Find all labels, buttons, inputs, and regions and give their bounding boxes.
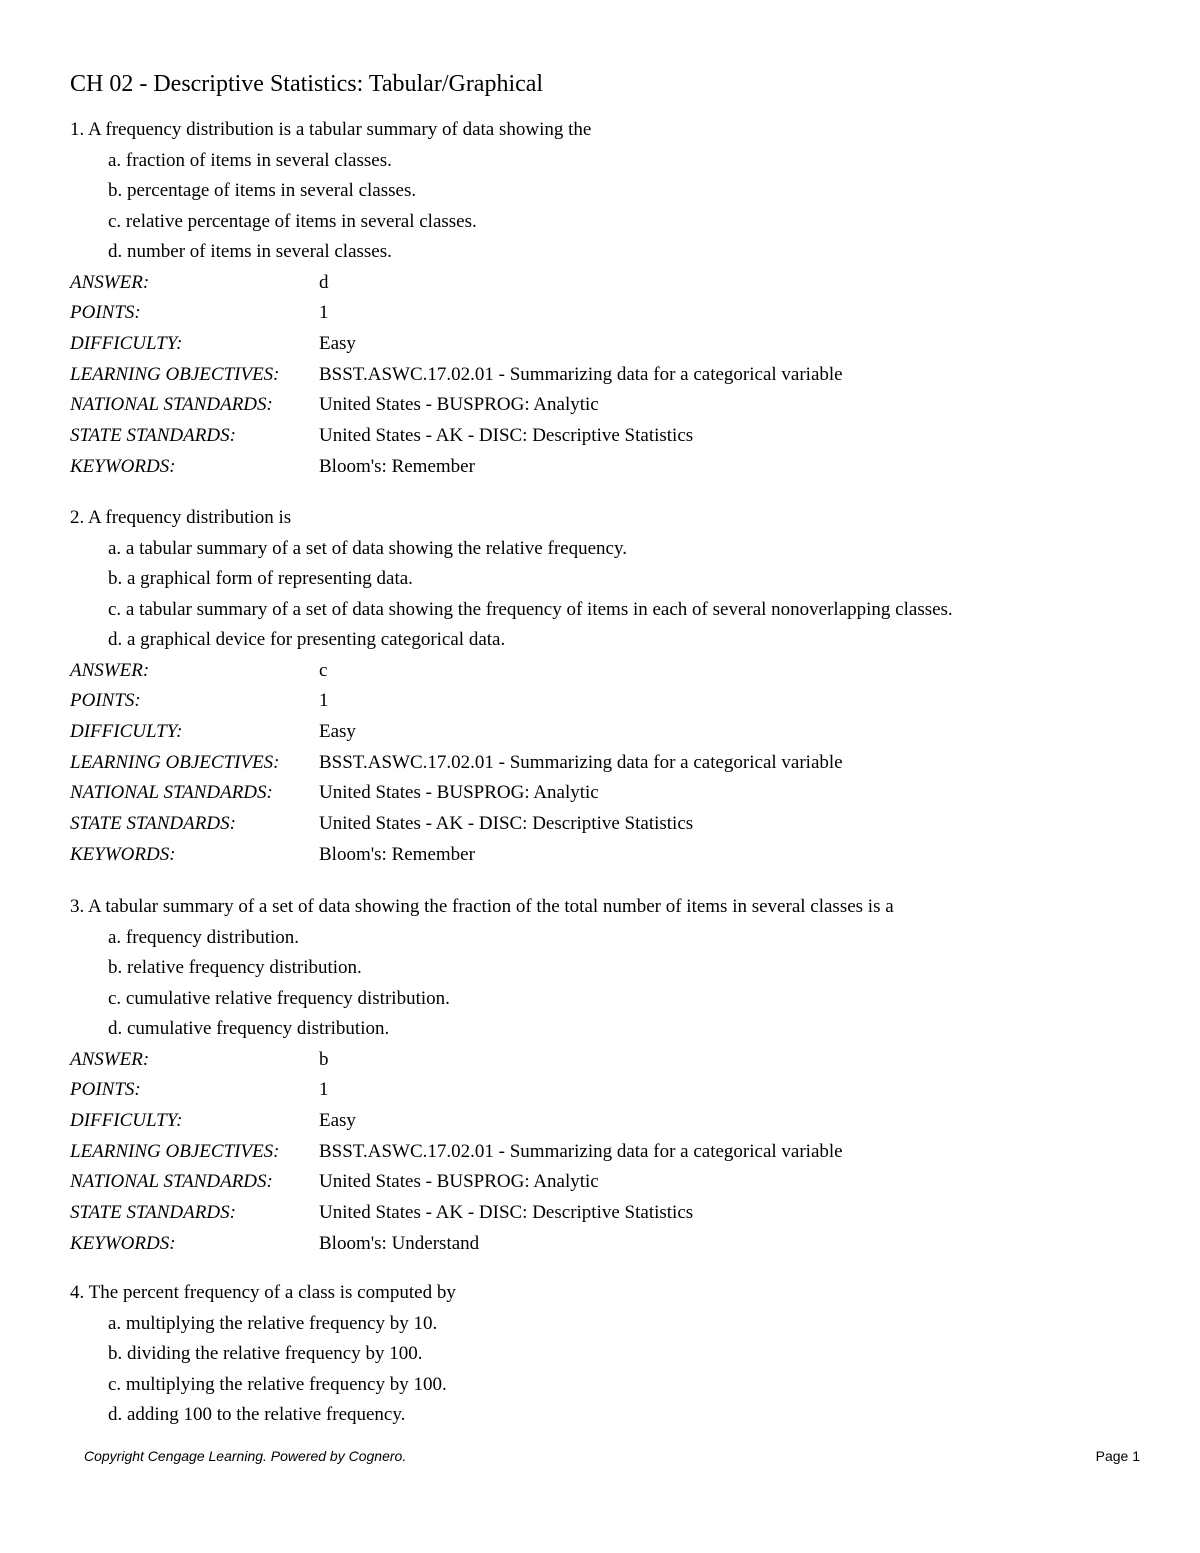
choice-d: d. adding 100 to the relative frequency. [108, 1404, 406, 1425]
page-number: Page 1 [1095, 1448, 1140, 1464]
choice-c: c. multiplying the relative frequency by 100. [108, 1373, 447, 1395]
answer-value: c [319, 659, 328, 681]
learning-objectives-label: LEARNING OBJECTIVES: [70, 1140, 280, 1162]
points-label: POINTS: [70, 1079, 141, 1101]
state-standards-value: United States - AK - DISC: Descriptive Statistics [319, 1201, 694, 1223]
difficulty-row [70, 329, 1160, 360]
points-row [70, 1075, 1160, 1106]
footer-copyright: Copyright Cengage Learning. Powered by Cognero. [84, 1448, 407, 1464]
state-standards-label: STATE STANDARDS: [70, 424, 236, 446]
national-standards-label: NATIONAL STANDARDS: [70, 394, 273, 416]
state-standards-row [70, 421, 1160, 452]
state-standards-label: STATE STANDARDS: [70, 812, 236, 834]
question-stem: 4. The percent frequency of a class is computed by [70, 1282, 456, 1303]
difficulty-label: DIFFICULTY: [70, 1109, 183, 1131]
state-standards-value: United States - AK - DISC: Descriptive Statistics [319, 424, 694, 446]
question-3 [70, 892, 1160, 1259]
question-1 [70, 115, 1160, 482]
national-standards-row [70, 390, 1160, 421]
question-4 [70, 1278, 1160, 1431]
learning-objectives-value: BSST.ASWC.17.02.01 - Summarizing data for a categorical variable [319, 751, 843, 773]
answer-label: ANSWER: [70, 1048, 150, 1070]
choice-b: b. percentage of items in several classes. [108, 180, 417, 201]
keywords-value: Bloom's: Remember [319, 455, 475, 477]
keywords-row [70, 840, 1160, 871]
choice-b: b. relative frequency distribution. [108, 957, 362, 978]
difficulty-value: Easy [319, 720, 356, 742]
national-standards-value: United States - BUSPROG: Analytic [319, 782, 599, 804]
choice-c: c. cumulative relative frequency distribution. [108, 987, 450, 1009]
learning-objectives-value: BSST.ASWC.17.02.01 - Summarizing data for a categorical variable [319, 363, 843, 385]
answer-row [70, 656, 1160, 687]
choice-d: d. cumulative frequency distribution. [108, 1018, 390, 1039]
difficulty-row [70, 1106, 1160, 1137]
choice-a: a. a tabular summary of a set of data showing the relative frequency. [108, 537, 627, 559]
learning-objectives-label: LEARNING OBJECTIVES: [70, 751, 280, 773]
choice-d: d. number of items in several classes. [108, 241, 392, 262]
choice-c: c. a tabular summary of a set of data showing the frequency of items in each of several nonoverlapping classes. [108, 598, 953, 620]
answer-row [70, 1045, 1160, 1076]
keywords-label: KEYWORDS: [70, 843, 176, 865]
learning-objectives-value: BSST.ASWC.17.02.01 - Summarizing data for a categorical variable [319, 1140, 843, 1162]
national-standards-row [70, 778, 1160, 809]
points-label: POINTS: [70, 302, 141, 324]
difficulty-label: DIFFICULTY: [70, 720, 183, 742]
keywords-row [70, 1229, 1160, 1260]
choice-a: a. multiplying the relative frequency by 10. [108, 1312, 438, 1334]
difficulty-row [70, 717, 1160, 748]
choice-b: b. a graphical form of representing data. [108, 568, 413, 589]
page-title: CH 02 - Descriptive Statistics: Tabular/Graphical [70, 71, 544, 97]
choice-a: a. fraction of items in several classes. [108, 149, 392, 171]
keywords-value: Bloom's: Remember [319, 843, 475, 865]
choice-b: b. dividing the relative frequency by 100. [108, 1343, 423, 1364]
learning-objectives-label: LEARNING OBJECTIVES: [70, 363, 280, 385]
answer-label: ANSWER: [70, 271, 150, 293]
points-label: POINTS: [70, 690, 141, 712]
choice-c: c. relative percentage of items in several classes. [108, 210, 477, 232]
points-row [70, 686, 1160, 717]
difficulty-label: DIFFICULTY: [70, 332, 183, 354]
national-standards-row [70, 1167, 1160, 1198]
state-standards-row [70, 809, 1160, 840]
keywords-value: Bloom's: Understand [319, 1232, 480, 1254]
national-standards-label: NATIONAL STANDARDS: [70, 1171, 273, 1193]
points-value: 1 [319, 690, 329, 712]
answer-row [70, 268, 1160, 299]
points-row [70, 298, 1160, 329]
learning-objectives-row [70, 360, 1160, 391]
answer-label: ANSWER: [70, 659, 150, 681]
national-standards-value: United States - BUSPROG: Analytic [319, 1171, 599, 1193]
learning-objectives-row [70, 1137, 1160, 1168]
question-2 [70, 503, 1160, 870]
answer-value: d [319, 271, 329, 293]
points-value: 1 [319, 1079, 329, 1101]
answer-value: b [319, 1048, 329, 1070]
keywords-label: KEYWORDS: [70, 455, 176, 477]
choice-a: a. frequency distribution. [108, 926, 300, 948]
learning-objectives-row [70, 748, 1160, 779]
national-standards-label: NATIONAL STANDARDS: [70, 782, 273, 804]
keywords-label: KEYWORDS: [70, 1232, 176, 1254]
keywords-row [70, 452, 1160, 483]
question-stem: 2. A frequency distribution is [70, 507, 292, 528]
choice-d: d. a graphical device for presenting categorical data. [108, 629, 506, 650]
points-value: 1 [319, 302, 329, 324]
difficulty-value: Easy [319, 332, 356, 354]
difficulty-value: Easy [319, 1109, 356, 1131]
state-standards-value: United States - AK - DISC: Descriptive Statistics [319, 812, 694, 834]
question-stem: 3. A tabular summary of a set of data showing the fraction of the total number of items in several classes is a [70, 896, 894, 917]
state-standards-row [70, 1198, 1160, 1229]
question-stem: 1. A frequency distribution is a tabular summary of data showing the [70, 119, 592, 140]
national-standards-value: United States - BUSPROG: Analytic [319, 394, 599, 416]
state-standards-label: STATE STANDARDS: [70, 1201, 236, 1223]
